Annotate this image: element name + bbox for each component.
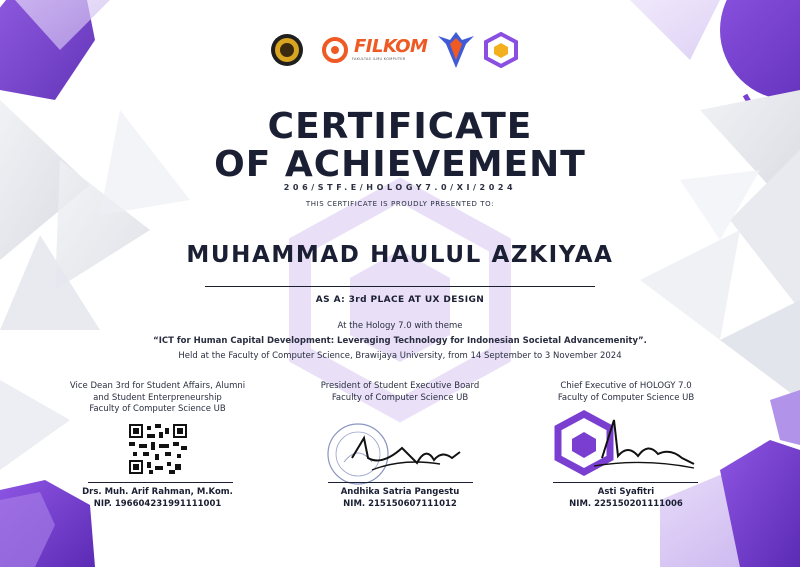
signatory-title-line: Faculty of Computer Science UB: [557, 392, 695, 403]
hology-hex-icon: [484, 32, 518, 68]
signatory-3-title: [510, 381, 742, 404]
venue-date-line: Held at the Faculty of Computer Science, Brawijaya University, from 14 September to 3 November 2024: [178, 351, 622, 361]
phoenix-icon: [438, 30, 474, 70]
signatory-title-line: Faculty of Computer Science UB: [331, 392, 469, 403]
signatory-2-id: NIM. 215150607111012: [343, 499, 457, 509]
signatory-title-line: and Student Enterpreneurship: [93, 392, 222, 403]
signatory-3-id: NIM. 225150201111006: [569, 499, 683, 509]
signatory-2-title: [282, 381, 518, 404]
stamp-and-signature: [322, 418, 472, 490]
certificate-title-line2: OF ACHIEVEMENT: [214, 144, 586, 185]
signatory-title-line: Faculty of Computer Science UB: [89, 404, 226, 414]
filkom-wordmark: FILKOM: [354, 36, 428, 57]
signature-line: [553, 482, 698, 483]
signatory-2-name: Andhika Satria Pangestu: [340, 487, 460, 497]
signature-line: [88, 482, 233, 483]
name-underline: [205, 286, 595, 287]
hexagon-shape: [770, 390, 800, 445]
university-seal-icon: [270, 32, 304, 68]
signature-line: [328, 482, 473, 483]
filkom-logo: [320, 36, 350, 64]
signatory-1-title: [40, 381, 275, 416]
recipient-name: MUHAMMAD HAULUL AZKIYAA: [186, 242, 614, 268]
signatory-title-line: Vice Dean 3rd for Student Affairs, Alumni: [69, 381, 246, 391]
presented-to-label: THIS CERTIFICATE IS PROUDLY PRESENTED TO:: [305, 200, 495, 208]
signatory-3-name: Asti Syafitri: [597, 487, 655, 497]
event-line: At the Hology 7.0 with theme: [337, 321, 463, 331]
signatory-title-line: Chief Executive of HOLOGY 7.0: [560, 381, 692, 391]
signatory-1-id: NIP. 196604231991111001: [93, 499, 222, 509]
certificate-title-line1: CERTIFICATE: [267, 106, 533, 147]
award-role: AS A: 3rd PLACE AT UX DESIGN: [315, 295, 485, 305]
hology-stamp-and-signature: [554, 408, 704, 480]
filkom-subtitle: FAKULTAS ILMU KOMPUTER: [352, 57, 406, 61]
qr-code-icon: [129, 424, 187, 474]
certificate-reference-number: 206/STF.E/HOLOGY7.0/XI/2024: [283, 183, 517, 192]
signatory-1-name: Drs. Muh. Arif Rahman, M.Kom.: [82, 487, 233, 497]
signatory-title-line: President of Student Executive Board: [320, 381, 480, 391]
theme-line: “ICT for Human Capital Development: Leveraging Technology for Indonesian Societal Advancemenity”.: [153, 336, 647, 346]
